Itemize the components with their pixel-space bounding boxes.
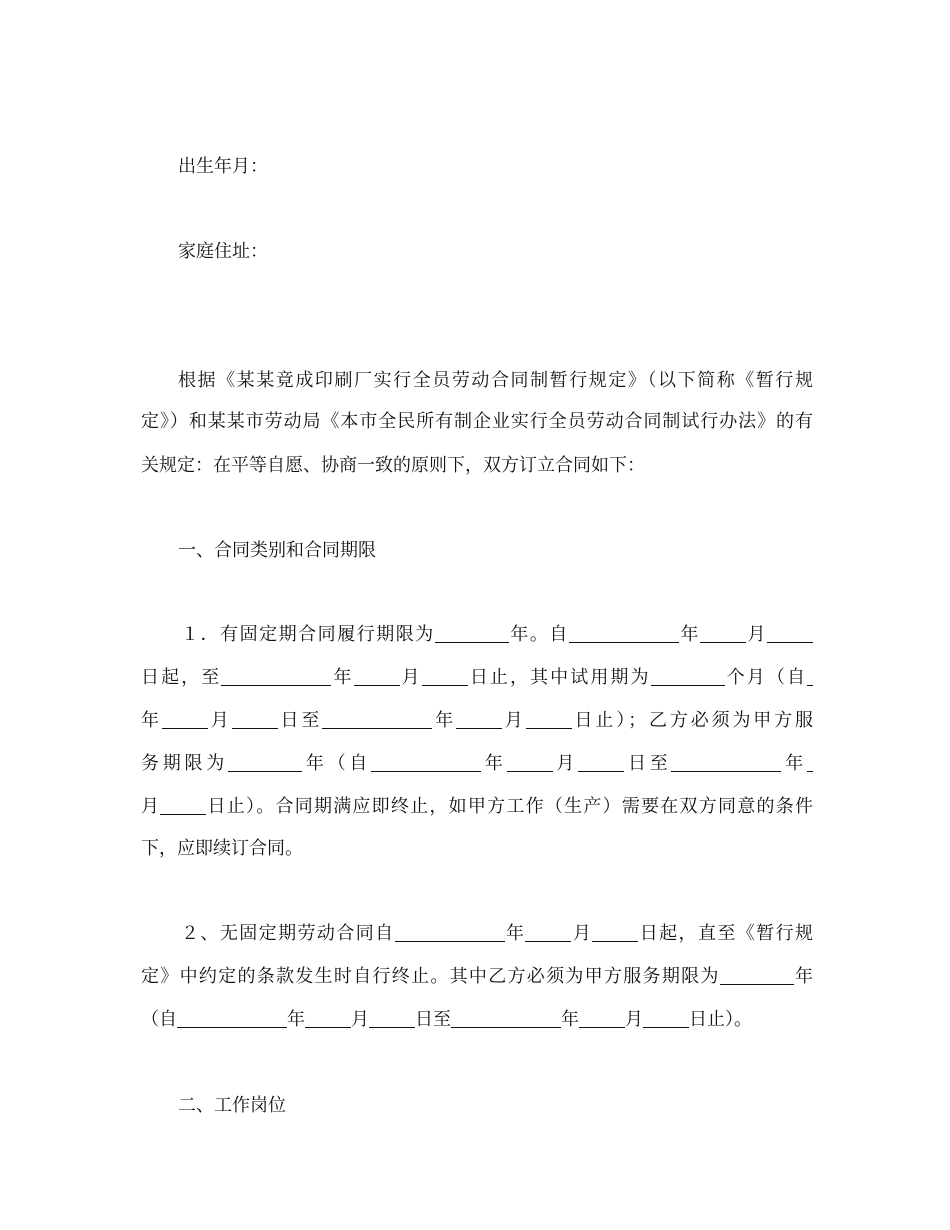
clause-2-line-3: （自 年 月 日至 年 月 日止）。 <box>141 1009 752 1030</box>
clause-1-line-3: 年 月 日至 年 月 日止）；乙方必须为甲方服 <box>141 710 814 731</box>
blank-start-month[interactable] <box>700 622 746 643</box>
blank-trial-start-day[interactable] <box>232 708 278 729</box>
blank-service-years[interactable] <box>228 751 302 772</box>
blank-open-start-month[interactable] <box>525 921 571 942</box>
intro-line-3: 关规定：在平等自愿、协商一致的原则下，双方订立合同如下： <box>141 455 645 476</box>
blank-end-month[interactable] <box>354 665 400 686</box>
intro-line-1: 根据《某某竟成印刷厂实行全员劳动合同制暂行规定》（以下简称《暂行规 <box>178 370 813 391</box>
blank-open-start-year[interactable] <box>395 921 505 942</box>
blank-service-start-year[interactable] <box>371 751 481 772</box>
blank-service-end-month-short[interactable] <box>807 751 813 772</box>
blank-start-day[interactable] <box>767 622 813 643</box>
blank-start-year[interactable] <box>569 622 679 643</box>
birth-date-label: 出生年月： <box>178 156 268 177</box>
clause-1-line-1: １．有固定期合同履行期限为 年。自 年 月 <box>181 622 813 646</box>
blank-open-service-end-day[interactable] <box>643 1007 689 1028</box>
clause-1-line-6: 下，应即续订合同。 <box>141 838 303 859</box>
section-1-heading: 一、合同类别和合同期限 <box>178 540 376 561</box>
clause-1-line-5: 月 日止）。合同期满应即终止，如甲方工作（生产）需要在双方同意的条件 <box>141 796 814 817</box>
blank-trial-start-month[interactable] <box>162 708 208 729</box>
blank-open-start-day[interactable] <box>592 921 638 942</box>
blank-open-service-start-year[interactable] <box>177 1007 287 1028</box>
home-address-label: 家庭住址： <box>178 241 268 262</box>
blank-end-year[interactable] <box>221 665 331 686</box>
clause-1-line-4: 务期限为 年（自 年 月 日至 年 <box>141 751 813 775</box>
blank-open-service-end-year[interactable] <box>451 1007 561 1028</box>
blank-trial-end-day[interactable] <box>526 708 572 729</box>
blank-open-service-start-month[interactable] <box>305 1007 351 1028</box>
blank-service-start-month[interactable] <box>507 751 553 772</box>
blank-end-day[interactable] <box>422 665 468 686</box>
blank-trial-start[interactable] <box>807 665 813 686</box>
clause-1-line-2: 日起，至 年 月 日止，其中试用期为 个月（自 <box>141 665 813 689</box>
clause-2-line-1: ２、无固定期劳动合同自 年 月 日起，直至《暂行规 <box>181 923 814 944</box>
intro-line-2: 定》）和某某市劳动局《本市全民所有制企业实行全员劳动合同制试行办法》的有 <box>141 411 813 432</box>
blank-trial-end-month[interactable] <box>456 708 502 729</box>
blank-term-years[interactable] <box>435 622 509 643</box>
blank-service-end-day[interactable] <box>160 794 206 815</box>
section-2-heading: 二、工作岗位 <box>178 1095 286 1116</box>
blank-service-start-day[interactable] <box>578 751 624 772</box>
clause-2-line-2: 定》中约定的条款发生时自行终止。其中乙方必须为甲方服务期限为 年 <box>141 966 814 987</box>
blank-trial-end-year[interactable] <box>322 708 432 729</box>
blank-trial-months[interactable] <box>651 665 725 686</box>
blank-service-end-year[interactable] <box>671 751 781 772</box>
blank-open-service-start-day[interactable] <box>369 1007 415 1028</box>
blank-open-service-end-month[interactable] <box>579 1007 625 1028</box>
blank-open-service-years[interactable] <box>720 964 794 985</box>
